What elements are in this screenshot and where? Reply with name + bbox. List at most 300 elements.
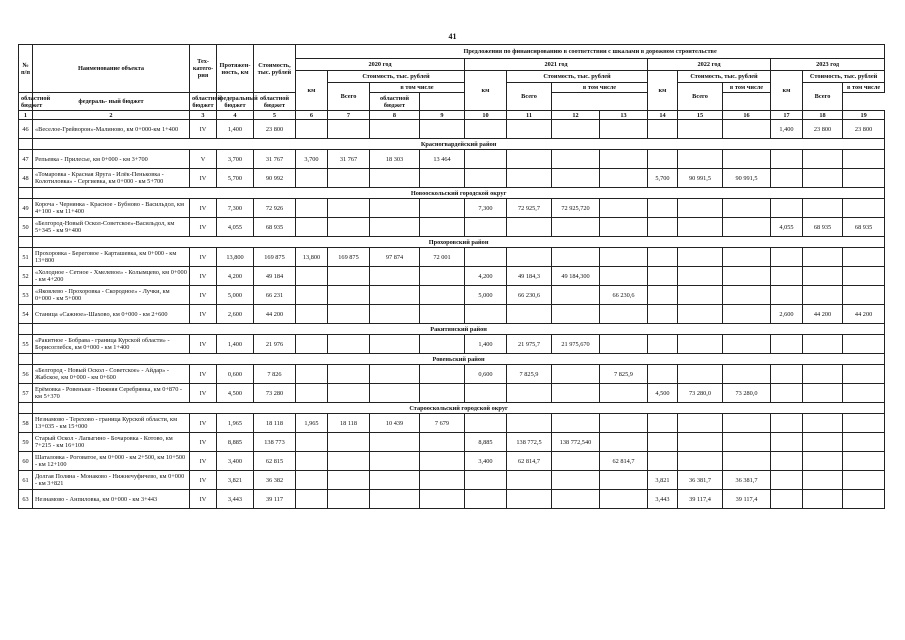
table-cell xyxy=(723,305,771,324)
table-cell: 31 767 xyxy=(328,150,370,169)
table-cell: IV xyxy=(190,199,217,218)
column-number: 6 xyxy=(296,111,328,120)
table-cell xyxy=(507,120,552,139)
header-km-2021: км xyxy=(465,71,507,111)
table-cell: 73 280,0 xyxy=(678,384,723,403)
table-cell: 7 825,9 xyxy=(600,365,648,384)
object-name: Ерёмовка - Ровеньки - Нижняя Серебрянка, км 0+870 - км 5+370 xyxy=(33,384,190,403)
column-number: 16 xyxy=(723,111,771,120)
table-cell xyxy=(420,286,465,305)
table-cell: 4,500 xyxy=(217,384,254,403)
section-title: Красногвардейский район xyxy=(33,139,885,150)
table-cell xyxy=(600,199,648,218)
table-cell xyxy=(843,199,885,218)
column-number: 13 xyxy=(600,111,648,120)
header-cost-2023: Стоимость, тыс. рублей xyxy=(803,71,885,83)
table-cell xyxy=(465,305,507,324)
table-cell: 7 679 xyxy=(420,414,465,433)
table-row xyxy=(19,335,885,354)
table-cell xyxy=(648,414,678,433)
object-name: Шаталовка - Роговатое, км 0+000 - км 2+500, км 10+500 - км 12+100 xyxy=(33,452,190,471)
column-number: 19 xyxy=(843,111,885,120)
row-number: 47 xyxy=(19,150,33,169)
table-cell xyxy=(465,384,507,403)
table-cell: 36 381,7 xyxy=(678,471,723,490)
column-number: 3 xyxy=(190,111,217,120)
table-cell xyxy=(296,365,328,384)
table-cell xyxy=(420,169,465,188)
header-total-2022: Всего xyxy=(678,83,723,111)
table-cell xyxy=(771,490,803,509)
table-cell xyxy=(678,199,723,218)
table-cell xyxy=(723,120,771,139)
table-cell: 49 184,300 xyxy=(552,267,600,286)
table-cell xyxy=(296,199,328,218)
table-cell xyxy=(328,199,370,218)
table-cell xyxy=(296,384,328,403)
header-incl-2023: в том числе xyxy=(843,83,885,93)
column-number: 2 xyxy=(33,111,190,120)
table-cell: 5,000 xyxy=(217,286,254,305)
table-cell xyxy=(678,150,723,169)
table-cell: 18 118 xyxy=(254,414,296,433)
row-number: 54 xyxy=(19,305,33,324)
table-cell: IV xyxy=(190,335,217,354)
table-cell xyxy=(552,248,600,267)
column-number: 8 xyxy=(370,111,420,120)
table-cell xyxy=(843,150,885,169)
table-cell xyxy=(771,452,803,471)
table-cell xyxy=(328,218,370,237)
table-cell xyxy=(552,452,600,471)
table-cell xyxy=(600,433,648,452)
table-cell xyxy=(843,267,885,286)
table-cell xyxy=(370,286,420,305)
table-cell xyxy=(420,365,465,384)
table-row xyxy=(19,248,885,267)
object-name: Станица «Сажное»-Шахово, км 0+000 - км 2+600 xyxy=(33,305,190,324)
table-cell: 68 935 xyxy=(803,218,843,237)
table-cell: 4,055 xyxy=(771,218,803,237)
table-cell: 3,443 xyxy=(648,490,678,509)
row-number: 49 xyxy=(19,199,33,218)
header-total-2020: Всего xyxy=(328,83,370,111)
section-spacer xyxy=(19,354,33,365)
object-name: «Белгород - Новый Оскол - Советское» - Айдар» - Жабское, км 0+000 - км 0+600 xyxy=(33,365,190,384)
table-cell xyxy=(803,452,843,471)
section-spacer xyxy=(19,237,33,248)
table-cell xyxy=(370,305,420,324)
table-cell: 66 230,6 xyxy=(600,286,648,305)
table-cell xyxy=(803,286,843,305)
table-cell xyxy=(723,267,771,286)
table-row xyxy=(19,218,885,237)
table-cell: 31 767 xyxy=(254,150,296,169)
table-cell xyxy=(600,335,648,354)
table-cell xyxy=(552,169,600,188)
header-category: Тех- катего- рия xyxy=(190,45,217,93)
table-cell xyxy=(328,286,370,305)
table-cell: 72 925,720 xyxy=(552,199,600,218)
table-cell: 0,600 xyxy=(465,365,507,384)
table-cell: IV xyxy=(190,384,217,403)
table-cell: 39 117,4 xyxy=(678,490,723,509)
table-cell xyxy=(771,433,803,452)
table-cell: 3,821 xyxy=(648,471,678,490)
table-cell: 72 926 xyxy=(254,199,296,218)
header-km-2023: км xyxy=(771,71,803,111)
table-cell xyxy=(803,335,843,354)
table-cell xyxy=(803,267,843,286)
table-cell xyxy=(296,490,328,509)
table-cell xyxy=(648,452,678,471)
table-cell: 5,700 xyxy=(648,169,678,188)
table-cell xyxy=(678,120,723,139)
table-cell: 36 381,7 xyxy=(723,471,771,490)
table-cell: IV xyxy=(190,248,217,267)
table-cell xyxy=(370,199,420,218)
table-cell xyxy=(552,414,600,433)
table-cell xyxy=(648,120,678,139)
table-cell xyxy=(723,414,771,433)
table-cell xyxy=(723,218,771,237)
table-row xyxy=(19,490,885,509)
table-cell xyxy=(507,218,552,237)
header-km-2020: км xyxy=(296,71,328,111)
table-cell: 73 280 xyxy=(254,384,296,403)
header-year-2023: 2023 год xyxy=(771,59,885,71)
table-row xyxy=(19,150,885,169)
header-year-2020: 2020 год xyxy=(296,59,465,71)
table-cell xyxy=(552,365,600,384)
column-number: 9 xyxy=(420,111,465,120)
table-row xyxy=(19,384,885,403)
table-cell: 5,000 xyxy=(465,286,507,305)
object-name: Прохоровка - Береговое - Карташевка, км 0+000 - км 13+800 xyxy=(33,248,190,267)
table-cell xyxy=(328,452,370,471)
header-regional-2020: областной бюджет xyxy=(19,93,33,111)
table-cell: 18 118 xyxy=(328,414,370,433)
table-cell xyxy=(465,150,507,169)
table-cell: 66 230,6 xyxy=(507,286,552,305)
object-name: «Томаровка - Красная Яруга - Илёк-Пеньковка - Колотиловка» - Сергиевка, км 0+000 - км 5+700 xyxy=(33,169,190,188)
row-number: 61 xyxy=(19,471,33,490)
table-cell xyxy=(678,414,723,433)
header-cost-2020: Стоимость, тыс. рублей xyxy=(328,71,465,83)
object-name: Короча - Чернянка - Красное - Бубново - Васильдол, км 4+100 - км 11+400 xyxy=(33,199,190,218)
table-cell xyxy=(648,248,678,267)
section-spacer xyxy=(19,188,33,199)
table-cell xyxy=(370,471,420,490)
table-row xyxy=(19,305,885,324)
table-cell xyxy=(803,150,843,169)
table-cell xyxy=(600,414,648,433)
table-row xyxy=(19,365,885,384)
table-cell xyxy=(723,452,771,471)
header-length: Протяжен- ность, км xyxy=(217,45,254,93)
table-cell xyxy=(465,471,507,490)
table-cell xyxy=(507,471,552,490)
table-cell xyxy=(552,286,600,305)
table-cell xyxy=(771,335,803,354)
table-cell xyxy=(723,199,771,218)
object-name: Незнамово - Терехово - граница Курской области, км 13+035 - км 15+000 xyxy=(33,414,190,433)
table-cell xyxy=(803,384,843,403)
table-cell xyxy=(843,452,885,471)
table-cell: 3,400 xyxy=(217,452,254,471)
table-cell xyxy=(420,305,465,324)
column-number: 10 xyxy=(465,111,507,120)
table-cell xyxy=(678,305,723,324)
row-number: 63 xyxy=(19,490,33,509)
table-cell: 3,443 xyxy=(217,490,254,509)
table-cell xyxy=(328,433,370,452)
object-name: «Ракитное - Бобрава - граница Курской области» - Борисоглебск, км 0+000 - км 1+400 xyxy=(33,335,190,354)
table-cell xyxy=(600,471,648,490)
table-cell xyxy=(843,471,885,490)
row-number: 51 xyxy=(19,248,33,267)
section-title: Старооскольский городской округ xyxy=(33,403,885,414)
table-cell xyxy=(328,490,370,509)
table-cell xyxy=(370,452,420,471)
table-cell: 4,200 xyxy=(217,267,254,286)
section-title: Прохоровский район xyxy=(33,237,885,248)
table-cell xyxy=(843,433,885,452)
object-name: «Белгород-Новый Оскол-Советское»-Васильдол, км 5+345 - км 9+400 xyxy=(33,218,190,237)
table-cell: 5,700 xyxy=(217,169,254,188)
table-cell xyxy=(465,248,507,267)
table-cell xyxy=(678,267,723,286)
section-row xyxy=(19,354,885,365)
table-cell: 0,600 xyxy=(217,365,254,384)
section-title: Новооскольский городской округ xyxy=(33,188,885,199)
table-cell: IV xyxy=(190,414,217,433)
table-cell xyxy=(771,267,803,286)
table-body xyxy=(19,111,885,509)
section-spacer xyxy=(19,403,33,414)
table-cell: 7,300 xyxy=(465,199,507,218)
object-name: «Холодное - Сетное - Хмелевое» - Колымцево, км 0+000 - км 4+200 xyxy=(33,267,190,286)
table-cell xyxy=(420,452,465,471)
table-cell xyxy=(648,305,678,324)
table-cell: 49 184,3 xyxy=(507,267,552,286)
table-cell: 23 800 xyxy=(803,120,843,139)
table-cell: 3,821 xyxy=(217,471,254,490)
row-number: 52 xyxy=(19,267,33,286)
table-cell: 13,800 xyxy=(217,248,254,267)
table-cell xyxy=(803,414,843,433)
table-cell xyxy=(723,433,771,452)
table-cell: IV xyxy=(190,471,217,490)
header-incl-2021: в том числе xyxy=(552,83,648,93)
table-cell xyxy=(328,267,370,286)
table-cell: 138 772,540 xyxy=(552,433,600,452)
table-cell xyxy=(507,150,552,169)
table-cell xyxy=(648,433,678,452)
table-cell xyxy=(843,248,885,267)
table-cell xyxy=(296,452,328,471)
table-cell: 72 925,7 xyxy=(507,199,552,218)
table-cell xyxy=(648,365,678,384)
table-cell xyxy=(771,286,803,305)
table-cell xyxy=(803,471,843,490)
table-cell: 169 875 xyxy=(328,248,370,267)
header-year-2022: 2022 год xyxy=(648,59,771,71)
table-cell: 44 200 xyxy=(803,305,843,324)
table-cell xyxy=(507,490,552,509)
table-cell xyxy=(370,267,420,286)
table-cell xyxy=(465,218,507,237)
table-cell: 4,200 xyxy=(465,267,507,286)
table-cell: 138 772,5 xyxy=(507,433,552,452)
row-number: 56 xyxy=(19,365,33,384)
table-cell xyxy=(723,335,771,354)
object-name: Репьевка - Прилесье, км 0+000 - км 3+700 xyxy=(33,150,190,169)
table-cell xyxy=(843,335,885,354)
table-cell xyxy=(296,120,328,139)
table-cell xyxy=(465,490,507,509)
table-cell xyxy=(420,267,465,286)
table-cell: 1,400 xyxy=(771,120,803,139)
table-cell xyxy=(420,471,465,490)
table-row xyxy=(19,433,885,452)
column-number: 14 xyxy=(648,111,678,120)
table-cell: 21 975,670 xyxy=(552,335,600,354)
table-cell xyxy=(370,169,420,188)
column-number: 15 xyxy=(678,111,723,120)
header-km-2022: км xyxy=(648,71,678,111)
object-name: «Веселое-Грейворон»-Малиново, км 0+000-км 1+400 xyxy=(33,120,190,139)
table-cell xyxy=(507,169,552,188)
table-cell xyxy=(420,120,465,139)
table-cell xyxy=(678,218,723,237)
column-number-row xyxy=(19,111,885,120)
column-number: 12 xyxy=(552,111,600,120)
table-cell xyxy=(296,335,328,354)
table-cell: 23 800 xyxy=(254,120,296,139)
table-cell xyxy=(328,169,370,188)
table-cell xyxy=(648,267,678,286)
table-cell: 90 991,5 xyxy=(723,169,771,188)
table-cell: 72 001 xyxy=(420,248,465,267)
table-cell xyxy=(600,490,648,509)
table-cell: IV xyxy=(190,120,217,139)
table-cell: 21 976 xyxy=(254,335,296,354)
table-cell xyxy=(600,150,648,169)
table-cell xyxy=(843,169,885,188)
financing-table xyxy=(18,44,885,509)
table-cell xyxy=(843,365,885,384)
table-cell xyxy=(420,490,465,509)
table-cell xyxy=(600,120,648,139)
table-cell xyxy=(771,414,803,433)
table-cell: 10 439 xyxy=(370,414,420,433)
table-cell xyxy=(723,248,771,267)
table-cell xyxy=(420,199,465,218)
table-cell: 1,965 xyxy=(296,414,328,433)
table-cell xyxy=(328,365,370,384)
table-cell: 1,400 xyxy=(465,335,507,354)
table-cell xyxy=(678,335,723,354)
table-cell xyxy=(648,199,678,218)
object-name: «Яковлево - Прохоровка - Скородное» - Лучки, км 0+000 - км 5+000 xyxy=(33,286,190,305)
table-cell: IV xyxy=(190,286,217,305)
table-cell: 39 117,4 xyxy=(723,490,771,509)
table-cell xyxy=(600,169,648,188)
table-cell xyxy=(465,120,507,139)
row-number: 58 xyxy=(19,414,33,433)
table-cell: 138 773 xyxy=(254,433,296,452)
table-cell xyxy=(552,150,600,169)
table-cell: 18 303 xyxy=(370,150,420,169)
header-cost: Стоимость, тыс. рублей xyxy=(254,45,296,93)
table-cell xyxy=(843,384,885,403)
table-cell: 13,800 xyxy=(296,248,328,267)
table-cell xyxy=(370,384,420,403)
header-incl-2022: в том числе xyxy=(723,83,771,93)
table-cell: 3,700 xyxy=(296,150,328,169)
table-header xyxy=(19,45,885,111)
section-row xyxy=(19,188,885,199)
table-cell xyxy=(465,414,507,433)
table-cell xyxy=(843,286,885,305)
table-cell xyxy=(552,120,600,139)
table-cell xyxy=(370,433,420,452)
table-row xyxy=(19,452,885,471)
table-cell: 23 800 xyxy=(843,120,885,139)
header-cost-2021: Стоимость, тыс. рублей xyxy=(507,71,648,83)
table-cell: 62 814,7 xyxy=(507,452,552,471)
table-cell xyxy=(370,218,420,237)
table-cell: IV xyxy=(190,433,217,452)
object-name: Старый Оскол - Лапыгино - Бочаровка - Котово, км 7+215 - км 16+100 xyxy=(33,433,190,452)
table-cell: 62 814,7 xyxy=(600,452,648,471)
table-cell: 7,300 xyxy=(217,199,254,218)
table-cell: 8,885 xyxy=(465,433,507,452)
table-cell xyxy=(803,433,843,452)
table-cell xyxy=(723,286,771,305)
table-cell xyxy=(296,218,328,237)
table-cell xyxy=(370,365,420,384)
table-cell xyxy=(678,452,723,471)
object-name: Долгая Поляна - Монаково - Нижнечуфичево, км 0+000 - км 3+821 xyxy=(33,471,190,490)
table-cell xyxy=(552,471,600,490)
table-cell xyxy=(420,335,465,354)
column-number: 7 xyxy=(328,111,370,120)
page-number: 41 xyxy=(448,32,457,41)
row-number: 48 xyxy=(19,169,33,188)
table-cell xyxy=(296,433,328,452)
table-cell: 13 464 xyxy=(420,150,465,169)
table-cell xyxy=(803,169,843,188)
table-cell xyxy=(678,286,723,305)
table-cell xyxy=(296,169,328,188)
table-cell: IV xyxy=(190,305,217,324)
table-cell: 169 875 xyxy=(254,248,296,267)
table-cell xyxy=(420,384,465,403)
table-cell: 73 280,0 xyxy=(723,384,771,403)
table-cell: IV xyxy=(190,490,217,509)
table-cell xyxy=(600,267,648,286)
header-regional-2023: областной бюджет xyxy=(370,93,420,111)
table-cell xyxy=(296,471,328,490)
header-total-2021: Всего xyxy=(507,83,552,111)
table-cell xyxy=(507,305,552,324)
column-number: 18 xyxy=(803,111,843,120)
table-cell xyxy=(803,365,843,384)
table-cell xyxy=(771,150,803,169)
column-number: 1 xyxy=(19,111,33,120)
